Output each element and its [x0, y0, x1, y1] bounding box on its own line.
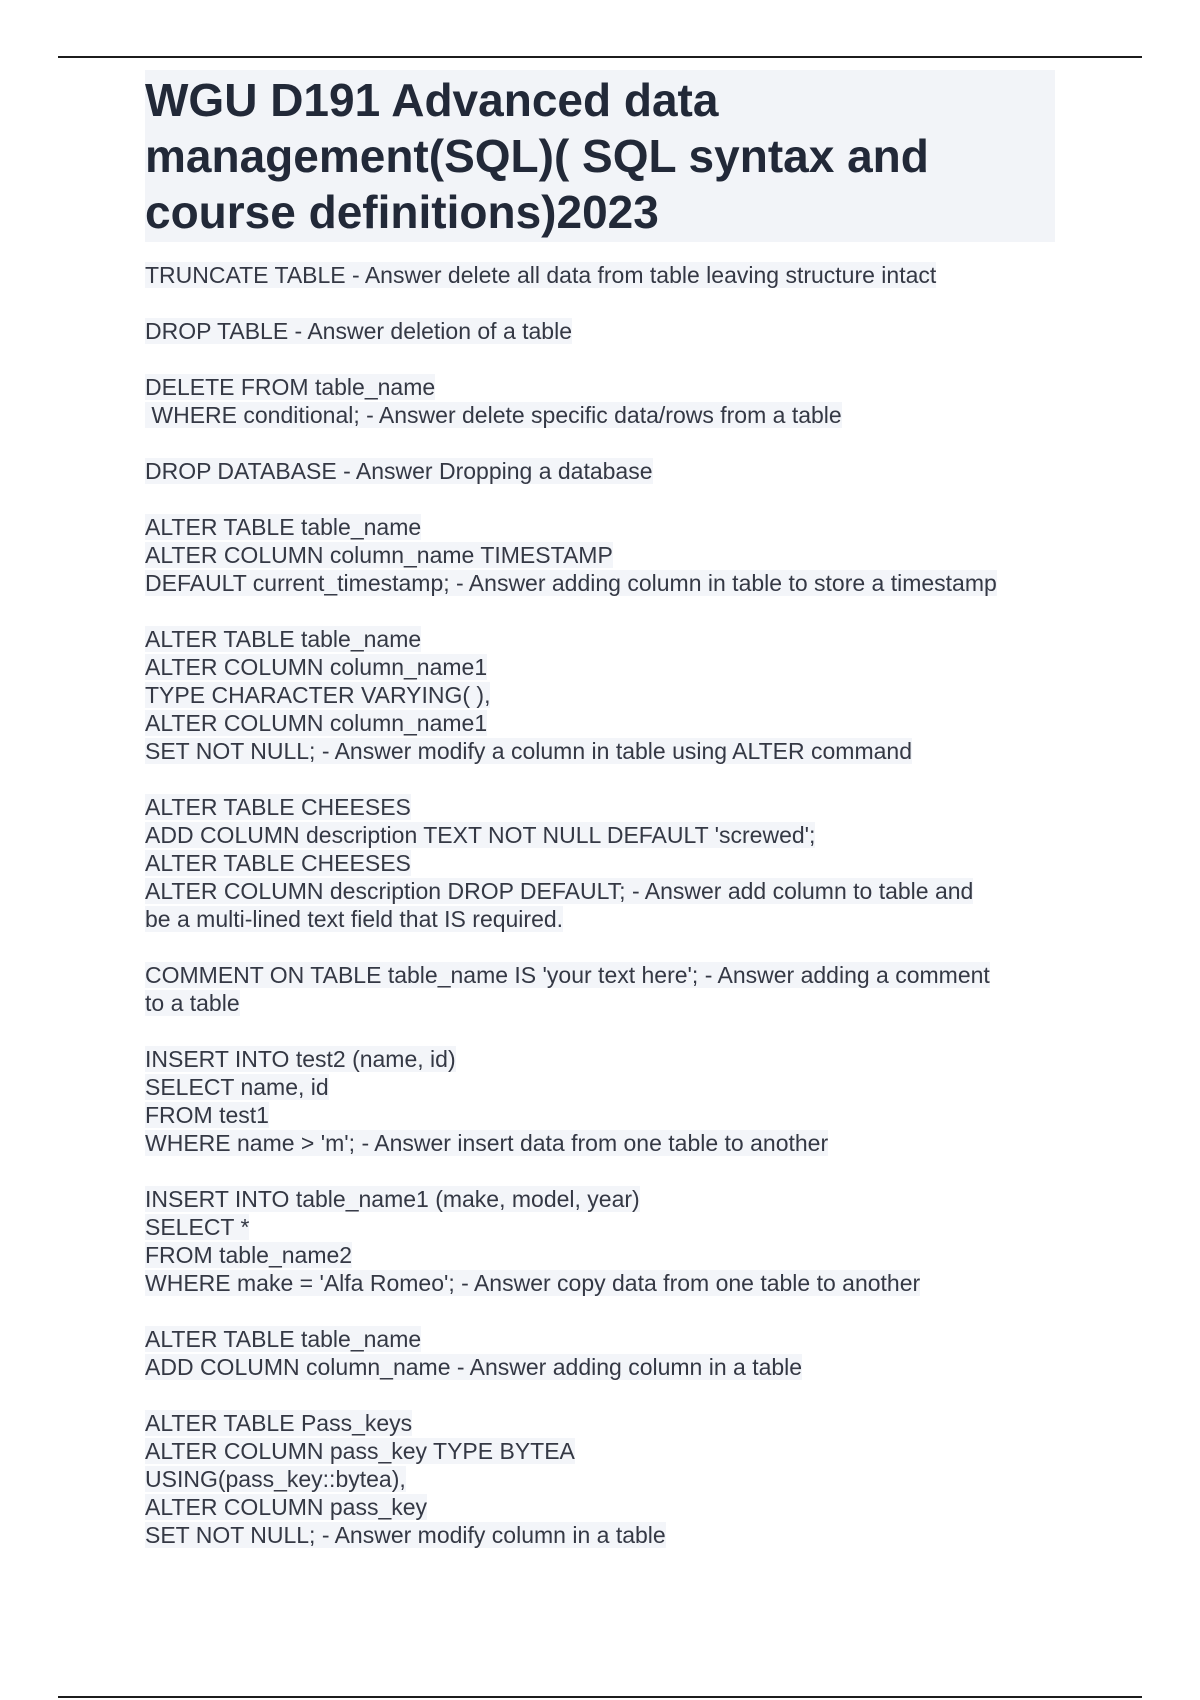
definition-line [145, 1493, 1055, 1521]
definition-line-text: COMMENT ON TABLE table_name IS 'your text here'; - Answer adding a comment [145, 962, 990, 988]
definition-line-text: ALTER COLUMN pass_key [145, 1494, 428, 1520]
definition-line-text: INSERT INTO table_name1 (make, model, year) [145, 1186, 640, 1212]
definition-line [145, 513, 1055, 541]
definition-line [145, 905, 1055, 933]
definition-line [145, 1213, 1055, 1241]
definition-line [145, 457, 1055, 485]
definition-line [145, 401, 1055, 429]
definition-entry [145, 317, 1055, 345]
definition-line-text: SET NOT NULL; - Answer modify column in a table [145, 1522, 666, 1548]
definition-line [145, 821, 1055, 849]
definition-line-text: TRUNCATE TABLE - Answer delete all data from table leaving structure intact [145, 262, 937, 288]
definition-entry [145, 961, 1055, 1017]
definition-line [145, 961, 1055, 989]
bottom-rule [58, 1696, 1142, 1698]
definition-line-text: USING(pass_key::bytea), [145, 1466, 406, 1492]
definition-line [145, 1073, 1055, 1101]
definition-line [145, 569, 1055, 597]
definition-line-text: DEFAULT current_timestamp; - Answer adding column in table to store a timestamp [145, 570, 997, 596]
definition-line-text: DELETE FROM table_name [145, 374, 436, 400]
definition-line [145, 1437, 1055, 1465]
definition-line-text: WHERE conditional; - Answer delete specific data/rows from a table [145, 402, 842, 428]
definition-line [145, 1325, 1055, 1353]
definition-line-text: ALTER TABLE CHEESES [145, 850, 411, 876]
definition-line [145, 1045, 1055, 1073]
definition-line-text: FROM table_name2 [145, 1242, 353, 1268]
definition-line-text: SELECT * [145, 1214, 250, 1240]
definition-line-text: to a table [145, 990, 240, 1016]
definition-line-text: ALTER COLUMN description DROP DEFAULT; - Answer add column to table and [145, 878, 974, 904]
definition-line-text: ALTER COLUMN column_name1 [145, 654, 488, 680]
definition-entry [145, 1045, 1055, 1157]
definition-line-text: ADD COLUMN description TEXT NOT NULL DEFAULT 'screwed'; [145, 822, 816, 848]
definition-line [145, 1185, 1055, 1213]
definition-entry [145, 1325, 1055, 1381]
definition-line-text: ALTER TABLE table_name [145, 626, 422, 652]
definition-line-text: TYPE CHARACTER VARYING( ), [145, 682, 491, 708]
definition-line-text: ALTER COLUMN pass_key TYPE BYTEA [145, 1438, 575, 1464]
definition-entry [145, 513, 1055, 597]
definition-line [145, 1241, 1055, 1269]
definition-line-text: SET NOT NULL; - Answer modify a column in table using ALTER command [145, 738, 912, 764]
definition-line [145, 1269, 1055, 1297]
definition-line-text: ALTER COLUMN column_name TIMESTAMP [145, 542, 613, 568]
definition-line-text: ADD COLUMN column_name - Answer adding column in a table [145, 1354, 803, 1380]
entry-list [145, 261, 1055, 1549]
definition-line [145, 681, 1055, 709]
definition-line [145, 709, 1055, 737]
definition-entry [145, 261, 1055, 289]
definition-line-text: ALTER TABLE table_name [145, 1326, 422, 1352]
definition-line [145, 1101, 1055, 1129]
definition-entry [145, 793, 1055, 933]
page-content [145, 70, 1055, 1577]
definition-line [145, 1521, 1055, 1549]
definition-line [145, 653, 1055, 681]
definition-line [145, 1353, 1055, 1381]
definition-entry [145, 457, 1055, 485]
definition-line-text: ALTER TABLE Pass_keys [145, 1410, 413, 1436]
definition-line-text: ALTER COLUMN column_name1 [145, 710, 488, 736]
definition-entry [145, 1185, 1055, 1297]
definition-line-text: DROP DATABASE - Answer Dropping a database [145, 458, 653, 484]
definition-line [145, 541, 1055, 569]
definition-line-text: ALTER TABLE CHEESES [145, 794, 411, 820]
document-title: WGU D191 Advanced data management(SQL)( SQL syntax and course definitions)2023 [145, 70, 1055, 242]
definition-line [145, 1465, 1055, 1493]
definition-entry [145, 1409, 1055, 1549]
definition-line [145, 1129, 1055, 1157]
definition-line [145, 737, 1055, 765]
definition-line [145, 625, 1055, 653]
definition-line-text: ALTER TABLE table_name [145, 514, 422, 540]
definition-line [145, 793, 1055, 821]
definition-line-text: DROP TABLE - Answer deletion of a table [145, 318, 573, 344]
definition-line [145, 849, 1055, 877]
definition-line [145, 373, 1055, 401]
top-rule [58, 56, 1142, 58]
definition-line-text: WHERE make = 'Alfa Romeo'; - Answer copy data from one table to another [145, 1270, 921, 1296]
definition-line [145, 1409, 1055, 1437]
definition-line-text: INSERT INTO test2 (name, id) [145, 1046, 456, 1072]
definition-line-text: be a multi-lined text field that IS required. [145, 906, 564, 932]
definition-line [145, 317, 1055, 345]
definition-line-text: SELECT name, id [145, 1074, 329, 1100]
definition-line [145, 877, 1055, 905]
definition-line [145, 261, 1055, 289]
definition-line-text: WHERE name > 'm'; - Answer insert data from one table to another [145, 1130, 829, 1156]
definition-entry [145, 625, 1055, 765]
definition-entry [145, 373, 1055, 429]
definition-line-text: FROM test1 [145, 1102, 269, 1128]
definition-line [145, 989, 1055, 1017]
